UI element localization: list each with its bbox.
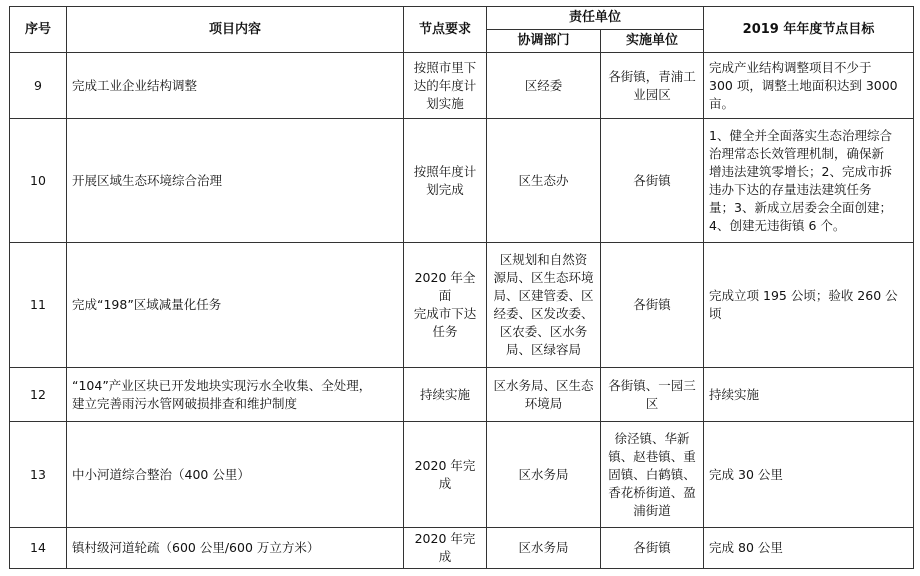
header-responsible: 责任单位: [487, 7, 704, 30]
header-target: 2019 年年度节点目标: [704, 7, 914, 53]
requirement-cell: 2020 年完成: [404, 528, 487, 569]
target-cell: 完成 80 公里: [704, 528, 914, 569]
content-cell: 完成“198”区域减量化任务: [67, 243, 404, 368]
seq-cell: 10: [10, 119, 67, 243]
target-cell: 1、健全并全面落实生态治理综合 治理常态长效管理机制，确保新 增违法建筑零增长；2、完成市拆 违办下达的存量违法建筑任务 量；3、新成立居委会全面创建； 4、创建无违街镇 6 个。: [704, 119, 914, 243]
table-row: [10, 53, 914, 119]
impl-cell: 各街镇: [601, 119, 704, 243]
header-impl: 实施单位: [601, 30, 704, 53]
coord-cell: 区生态办: [487, 119, 601, 243]
project-table: [9, 6, 914, 569]
seq-cell: 11: [10, 243, 67, 368]
seq-cell: 13: [10, 422, 67, 528]
impl-cell: 各街镇、一园三 区: [601, 368, 704, 422]
header-coord: 协调部门: [487, 30, 601, 53]
table-row: [10, 243, 914, 368]
requirement-cell: 2020 年完成: [404, 422, 487, 528]
requirement-cell: 按照市里下 达的年度计 划实施: [404, 53, 487, 119]
table-row: [10, 119, 914, 243]
impl-cell: 各街镇: [601, 528, 704, 569]
seq-cell: 9: [10, 53, 67, 119]
target-cell: 完成产业结构调整项目不少于 300 项，调整土地面积达到 3000 亩。: [704, 53, 914, 119]
target-cell: 完成立项 195 公顷；验收 260 公 顷: [704, 243, 914, 368]
table-row: [10, 528, 914, 569]
header-seq: 序号: [10, 7, 67, 53]
impl-cell: 各街镇，青浦工 业园区: [601, 53, 704, 119]
coord-cell: 区水务局: [487, 422, 601, 528]
content-cell: 中小河道综合整治（400 公里）: [67, 422, 404, 528]
coord-cell: 区水务局: [487, 528, 601, 569]
impl-cell: 徐泾镇、华新 镇、赵巷镇、重 固镇、白鹤镇、 香花桥街道、盈 浦街道: [601, 422, 704, 528]
impl-cell: 各街镇: [601, 243, 704, 368]
coord-cell: 区规划和自然资 源局、区生态环境 局、区建管委、区 经委、区发改委、 区农委、区水务 局、区绿容局: [487, 243, 601, 368]
coord-cell: 区经委: [487, 53, 601, 119]
requirement-cell: 持续实施: [404, 368, 487, 422]
requirement-cell: 2020 年全面 完成市下达 任务: [404, 243, 487, 368]
coord-cell: 区水务局、区生态 环境局: [487, 368, 601, 422]
content-cell: 开展区域生态环境综合治理: [67, 119, 404, 243]
target-cell: 持续实施: [704, 368, 914, 422]
header-content: 项目内容: [67, 7, 404, 53]
table-row: [10, 368, 914, 422]
content-cell: 完成工业企业结构调整: [67, 53, 404, 119]
seq-cell: 14: [10, 528, 67, 569]
table-row: [10, 422, 914, 528]
requirement-cell: 按照年度计 划完成: [404, 119, 487, 243]
target-cell: 完成 30 公里: [704, 422, 914, 528]
seq-cell: 12: [10, 368, 67, 422]
content-cell: “104”产业区块已开发地块实现污水全收集、全处理， 建立完善雨污水管网破损排查和维护制度: [67, 368, 404, 422]
header-requirement: 节点要求: [404, 7, 487, 53]
content-cell: 镇村级河道轮疏（600 公里/600 万立方米）: [67, 528, 404, 569]
